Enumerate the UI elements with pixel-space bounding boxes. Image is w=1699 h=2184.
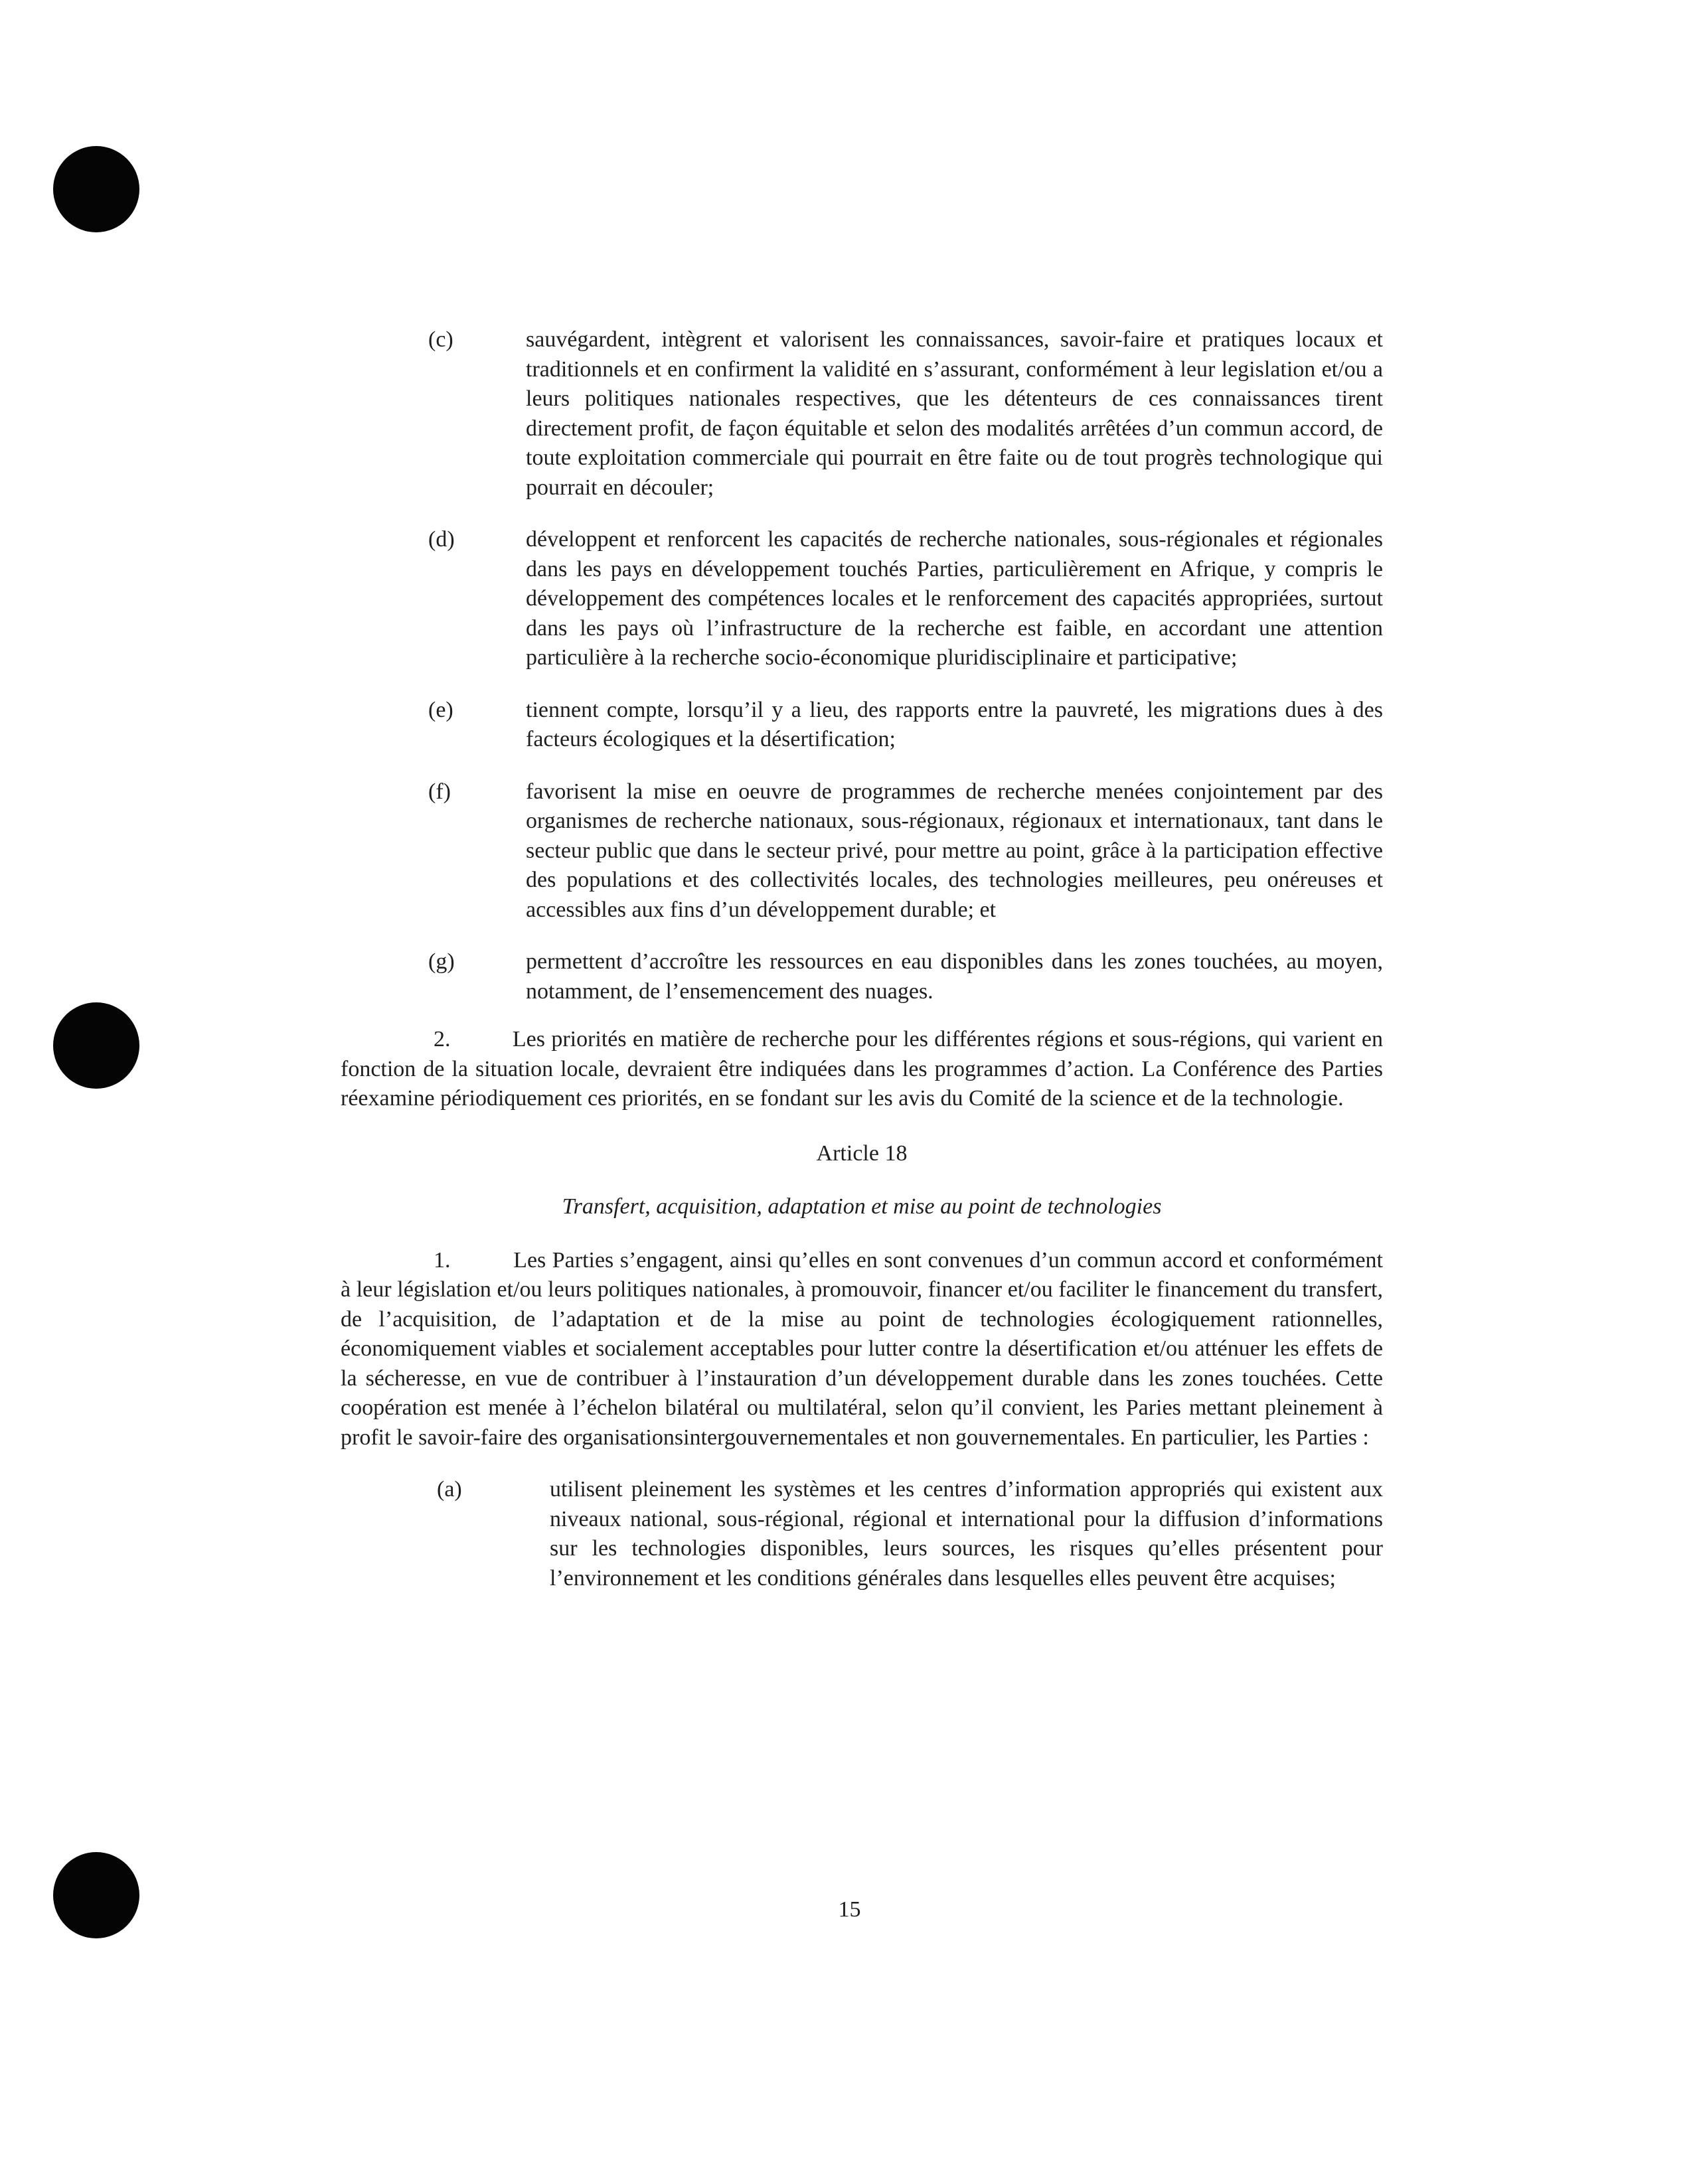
paragraph-text: Les Parties s’engagent, ainsi qu’elles en sont convenues d’un commun accord et conformément à leur législation et/ou leurs politiques nationales, à promouvoir, financer et/ou faciliter le financement du transfert, de l’acquisition, de l’adaptation et de la mise au point de technologies écologiquement rationnelles, économiquement viables et socialement acceptables pour lutter contre la désertification et/ou atténuer les effets de la sécheresse, en vue de contribuer à l’instauration d’un développement durable dans les zones touchées. Cette coopération est menée à l’échelon bilatéral ou multilatéral, selon qu’il convient, les Paries mettant pleinement à profit le savoir-faire des organisationsintergouvernementales et non gouvernementales. En particulier, les Parties :: [341, 1247, 1384, 1450]
item-label: (e): [428, 697, 453, 722]
item-label: (f): [428, 779, 451, 804]
page-number: 15: [838, 1897, 861, 1922]
item-text: tiennent compte, lorsqu’il y a lieu, des rapports entre la pauvreté, les migrations dues à des facteurs écologiques et la désertification;: [526, 697, 1383, 751]
list-item-f: [341, 777, 1383, 925]
item-label: (c): [428, 327, 453, 352]
page-content: [341, 325, 1383, 1593]
punch-hole: [53, 146, 139, 232]
item-text: permettent d’accroître les ressources en eau disponibles dans les zones touchées, au moyen, notamment, de l’ensemencement des nuages.: [526, 949, 1383, 1004]
paragraph-1: [341, 1246, 1383, 1453]
item-text: utilisent pleinement les systèmes et les centres d’information appropriés qui existent aux niveaux national, sous-régional, régional et international pour la diffusion d’informations sur les technologies disponibles, leurs sources, les risques qu’elles présentent pour l’environnement et les conditions générales dans lesquelles elles peuvent être acquises;: [550, 1477, 1383, 1591]
paragraph-2: [341, 1025, 1383, 1114]
list-item-e: [341, 696, 1383, 755]
paragraph-number: 2.: [434, 1027, 451, 1052]
item-label: (g): [428, 949, 455, 974]
item-label: (d): [428, 527, 455, 552]
article-subtitle: Transfert, acquisition, adaptation et mise au point de technologies: [562, 1194, 1162, 1219]
item-text: développent et renforcent les capacités de recherche nationales, sous-régionales et régionales dans les pays en développement touchés Parties, particulièrement en Afrique, y compris le développement des compétences locales et le renforcement des capacités appropriées, surtout dans les pays où l’infrastructure de la recherche est faible, en accordant une attention particulière à la recherche socio-économique pluridisciplinaire et participative;: [526, 527, 1383, 670]
list-item-d: [341, 525, 1383, 673]
item-text: favorisent la mise en oeuvre de programmes de recherche menées conjointement par des organismes de recherche nationaux, sous-régionaux, régionaux et internationaux, tant dans le secteur public que dans le secteur privé, pour mettre au point, grâce à la participation effective des populations et des collectivités locales, des technologies meilleures, peu onéreuses et accessibles aux fins d’un développement durable; et: [526, 779, 1383, 922]
list-item-g: [341, 947, 1383, 1006]
item-label: (a): [437, 1477, 462, 1502]
article-title: Article 18: [816, 1140, 908, 1166]
paragraph-text: Les priorités en matière de recherche pour les différentes régions et sous-régions, qui varient en fonction de la situation locale, devraient être indiquées dans les programmes d’action. La Conférence des Parties réexamine périodiquement ces priorités, en se fondant sur les avis du Comité de la science et de la technologie.: [341, 1027, 1384, 1111]
list-item-c: [341, 325, 1383, 503]
paragraph-number: 1.: [434, 1247, 451, 1273]
list-item-a: [341, 1475, 1383, 1593]
punch-hole: [53, 1002, 139, 1089]
item-text: sauvégardent, intègrent et valorisent les connaissances, savoir-faire et pratiques locaux et traditionnels et en confirment la validité en s’assurant, conformément à leur legislation et/ou a leurs politiques nationales respectives, que les détenteurs de ces connaissances tirent directement profit, de façon équitable et selon des modalités arrêtées d’un commun accord, de toute exploitation commerciale qui pourrait en être faite ou de tout progrès technologique qui pourrait en découler;: [526, 327, 1383, 500]
